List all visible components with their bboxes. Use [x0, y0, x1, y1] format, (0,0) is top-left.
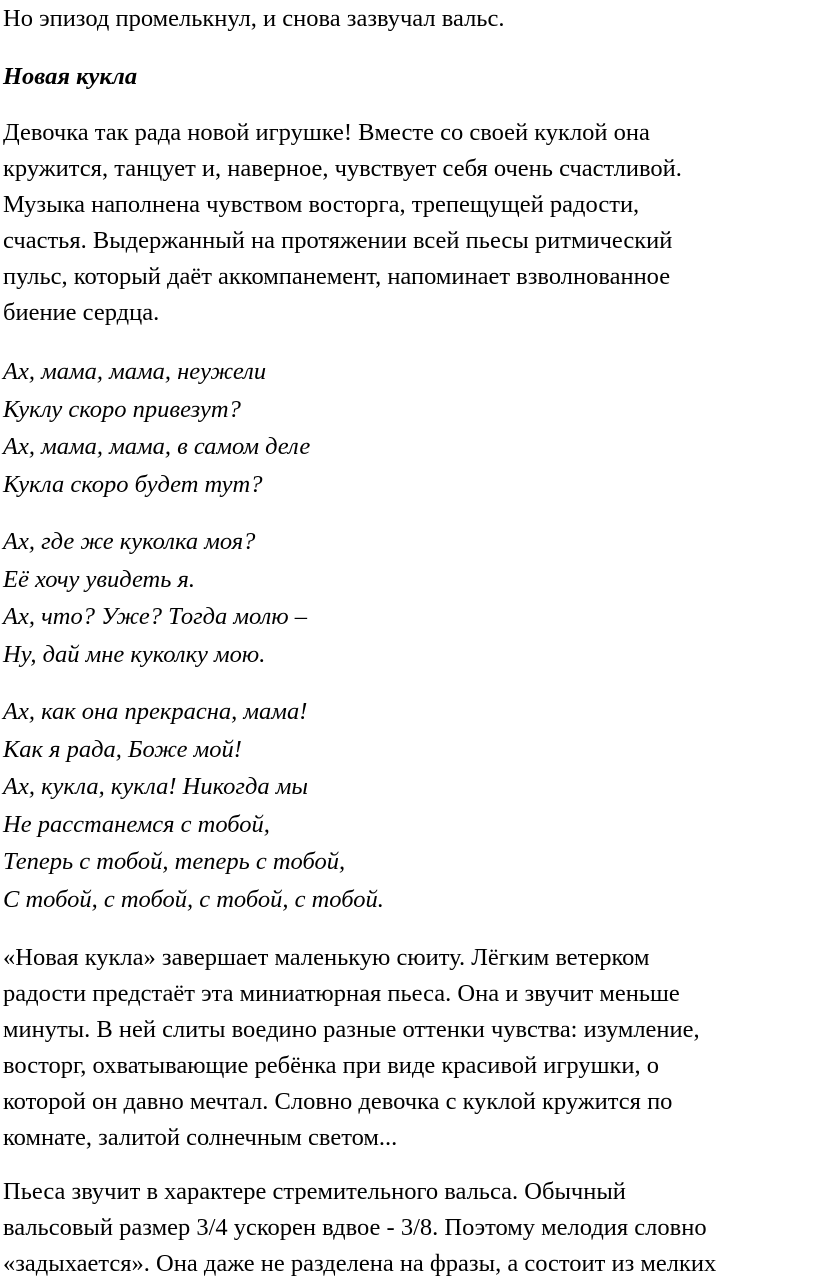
verse-line: Кукла скоро будет тут?	[3, 470, 263, 498]
paragraph-line: минуты. В ней слиты воедино разные оттенки чувства: изумление,	[3, 1016, 700, 1043]
verse-line: Куклу скоро привезут?	[3, 395, 241, 423]
paragraph-line: восторг, охватывающие ребёнка при виде красивой игрушки, о	[3, 1052, 659, 1079]
verse-line: Ах, что? Уже? Тогда молю –	[3, 603, 308, 630]
verse-line: Ах, кукла, кукла! Никогда мы	[3, 773, 308, 800]
verse-stanza-2	[3, 523, 813, 673]
intro-line: Но эпизод промелькнул, и снова зазвучал вальс.	[3, 5, 505, 32]
verse-line: С тобой, с тобой, с тобой, с тобой.	[3, 885, 384, 913]
paragraph-line: радости предстаёт эта миниатюрная пьеса. Она и звучит меньше	[3, 980, 680, 1007]
paragraph-line: «задыхается». Она даже не разделена на фразы, а состоит из мелких	[3, 1250, 717, 1277]
verse-line: Не расстанемся с тобой,	[3, 810, 270, 838]
paragraph-line: которой он давно мечтал. Словно девочка с куклой кружится по	[3, 1088, 673, 1115]
paragraph-line: Музыка наполнена чувством восторга, трепещущей радости,	[3, 191, 640, 218]
verse-line: Ах, мама, мама, в самом деле	[3, 433, 311, 460]
verse-line: Ах, мама, мама, неужели	[3, 358, 267, 385]
paragraph-line: счастья. Выдержанный на протяжении всей пьесы ритмический	[3, 227, 673, 254]
paragraph-2	[3, 940, 813, 1156]
paragraph-line: «Новая кукла» завершает маленькую сюиту. Лёгким ветерком	[3, 944, 650, 971]
paragraph-3	[3, 1174, 813, 1282]
paragraph-1	[3, 115, 813, 331]
paragraph-line: Пьеса звучит в характере стремительного вальса. Обычный	[3, 1178, 626, 1205]
verse-line: Ах, где же куколка моя?	[3, 528, 256, 555]
verse-stanza-3	[3, 693, 813, 918]
paragraph-line: кружится, танцует и, наверное, чувствует себя очень счастливой.	[3, 155, 682, 182]
paragraph-line: вальсовый размер 3/4 ускорен вдвое - 3/8. Поэтому мелодия словно	[3, 1214, 707, 1241]
document-page	[3, 0, 813, 1282]
verse-line: Её хочу увидеть я.	[3, 565, 196, 593]
section-title: Новая кукла	[3, 63, 138, 90]
paragraph-line: комнате, залитой солнечным светом...	[3, 1124, 398, 1151]
paragraph-line: пульс, который даёт аккомпанемент, напоминает взволнованное	[3, 263, 671, 290]
verse-stanza-1	[3, 353, 813, 503]
paragraph-line: Девочка так рада новой игрушке! Вместе со своей куклой она	[3, 119, 650, 146]
verse-line: Ну, дай мне куколку мою.	[3, 640, 266, 668]
verse-line: Ах, как она прекрасна, мама!	[3, 698, 308, 725]
verse-line: Как я рада, Боже мой!	[3, 735, 242, 763]
verse-line: Теперь с тобой, теперь с тобой,	[3, 848, 346, 875]
paragraph-line: биение сердца.	[3, 299, 160, 326]
